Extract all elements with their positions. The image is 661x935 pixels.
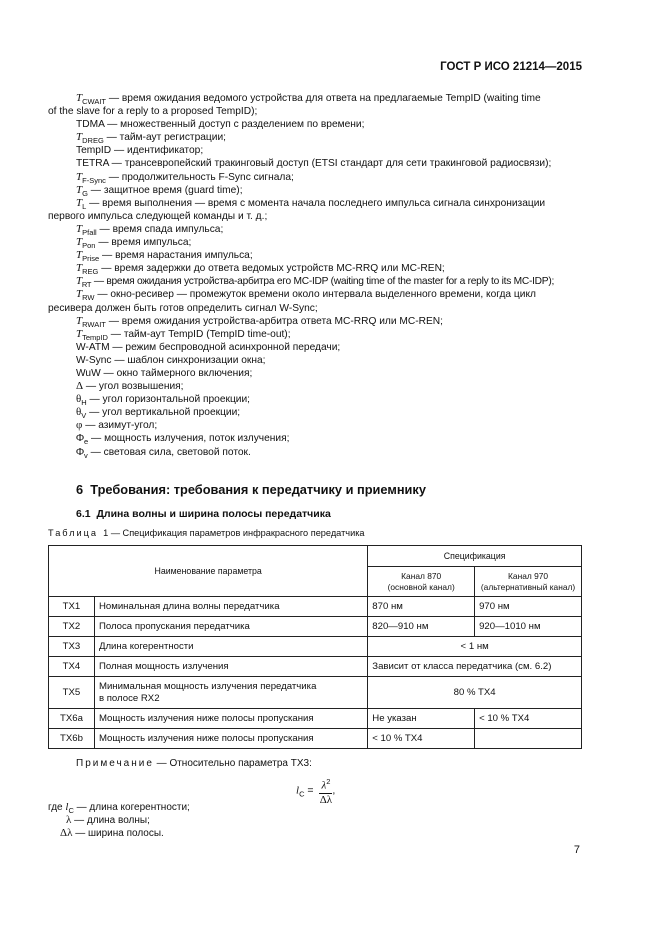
row-id: TX1 <box>49 597 95 617</box>
definition-item: $T_{CWAIT}$ — время ожидания ведомого устройства для ответа на предлагаемые TempID (waiting time <box>76 92 541 106</box>
row-id: TX6b <box>49 729 95 749</box>
page-number: 7 <box>573 844 580 856</box>
table-row <box>49 637 582 657</box>
definition-continuation: of the slave for a reply to a proposed TempID); <box>48 106 258 118</box>
row-id: TX3 <box>49 637 95 657</box>
table-row <box>49 657 582 677</box>
table-row <box>49 617 582 637</box>
definition-item: TETRA — трансевропейский тракинговый доступ (ETSI стандарт для сети тракинговой радиосвязи); <box>76 158 552 170</box>
row-value-970 <box>475 729 582 749</box>
ch870-header: Канал 870 (основной канал) <box>368 567 475 597</box>
row-value-970: 970 нм <box>475 597 582 617</box>
row-name: Номинальная длина волны передатчика <box>94 597 367 617</box>
row-name: Длина когерентности <box>94 637 367 657</box>
param-header: Наименование параметра <box>49 546 368 597</box>
row-name: Полоса пропускания передатчика <box>94 617 367 637</box>
definition-item: $T_{DREG}$ — тайм-аут регистрации; <box>76 131 226 146</box>
definition-continuation: первого импульса следующей команды и т. д.; <box>48 210 268 222</box>
definition-item: $T_{REG}$ — время задержки до ответа ведомых устройств MC-RRQ или MC-REN; <box>76 262 445 277</box>
row-value-merged: < 1 нм <box>368 637 582 657</box>
definitions-list <box>48 92 582 459</box>
row-value-870: Не указан <box>368 709 475 729</box>
table-row <box>49 677 582 709</box>
row-id: TX2 <box>49 617 95 637</box>
row-value-merged: Зависит от класса передатчика (см. 6.2) <box>368 657 582 677</box>
subsection-heading: 6.1 Длина волны и ширина полосы передатчика <box>76 508 331 520</box>
definition-item: $T_{RT}$ — время ожидания устройства-арбитра его MC-IDP (waiting time of the master for a reply to its MC-IDP); <box>76 275 555 290</box>
legend-item: λ — длина волны; <box>66 814 150 826</box>
table-row <box>49 729 582 749</box>
row-name: Мощность излучения ниже полосы пропускания <box>94 709 367 729</box>
row-value-970: < 10 % TX4 <box>475 709 582 729</box>
definition-item: W-ATM — режим беспроводной асинхронной передачи; <box>76 341 341 353</box>
document-header: ГОСТ Р ИСО 21214—2015 <box>440 61 582 73</box>
definition-item: $T_{RWAIT}$ — время ожидания устройства-арбитра ответа MC-RRQ или MC-REN; <box>76 314 443 329</box>
ch970-header: Канал 970 (альтернативный канал) <box>475 567 582 597</box>
legend-item: где $l_C$ — длина когерентности; <box>48 801 190 815</box>
row-name: Минимальная мощность излучения передатчика в полосе RX2 <box>94 677 367 709</box>
definition-item: Δ — угол возвышения; <box>76 380 184 393</box>
definition-item: $T_L$ — время выполнения — время с момента начала последнего импульса сигнала синхронизации <box>76 196 546 211</box>
definition-item: W-Sync — шаблон синхронизации окна; <box>76 354 266 366</box>
coherence-formula: $l_C$ = $\frac{\lambda^2}{\Delta\lambda}$ , <box>296 777 336 806</box>
row-value-merged: 80 % TX4 <box>368 677 582 709</box>
definition-item: $T_G$ — защитное время (guard time); <box>76 183 243 198</box>
definition-item: $\theta_H$ — угол горизонтальной проекции; <box>76 393 251 408</box>
table-caption: Таблица 1 — Спецификация параметров инфракрасного передатчика <box>48 528 365 538</box>
table-note: Примечание — Относительно параметра TX3: <box>76 758 312 769</box>
row-value-870: 820—910 нм <box>368 617 475 637</box>
spec-header: Спецификация <box>368 546 582 567</box>
legend-item: Δλ — ширина полосы. <box>60 827 164 839</box>
row-id: TX6a <box>49 709 95 729</box>
definition-item: TDMA — множественный доступ с разделением по времени; <box>76 119 365 131</box>
definition-continuation: ресивера должен быть готов определить сигнал W-Sync; <box>48 302 318 314</box>
row-value-870: 870 нм <box>368 597 475 617</box>
definition-item: $\Phi_e$ — мощность излучения, поток излучения; <box>76 432 290 447</box>
definition-item: $\theta_V$ — угол вертикальной проекции; <box>76 406 241 421</box>
definition-item: $T_{Pfall}$ — время спада импульса; <box>76 222 224 237</box>
row-id: TX5 <box>49 677 95 709</box>
formula-legend <box>48 801 190 840</box>
row-value-970: 920—1010 нм <box>475 617 582 637</box>
table-row <box>49 597 582 617</box>
definition-item: $T_{Pon}$ — время импульса; <box>76 236 192 251</box>
definition-item: $T_{F-Sync}$ — продолжительность F-Sync сигнала; <box>76 170 294 185</box>
row-id: TX4 <box>49 657 95 677</box>
row-name: Полная мощность излучения <box>94 657 367 677</box>
definition-item: $T_{TempID}$ — тайм-аут TempID (TempID time-out); <box>76 327 291 342</box>
row-name: Мощность излучения ниже полосы пропускания <box>94 729 367 749</box>
definition-item: $T_{Prise}$ — время нарастания импульса; <box>76 249 253 264</box>
definition-item: WuW — окно таймерного включения; <box>76 367 253 379</box>
row-value-870: < 10 % TX4 <box>368 729 475 749</box>
definition-item: $\Phi_v$ — световая сила, световой поток. <box>76 445 251 460</box>
definition-item: TempID — идентификатор; <box>76 145 204 157</box>
definition-item: $T_{RW}$ — окно-ресивер — промежуток времени около интервала выделенного времени, когда цикл <box>76 288 536 303</box>
table-row <box>49 709 582 729</box>
section-heading: 6 Требования: требования к передатчику и приемнику <box>76 482 426 497</box>
definition-item: φ — азимут-угол; <box>76 419 158 432</box>
spec-table <box>48 545 582 749</box>
